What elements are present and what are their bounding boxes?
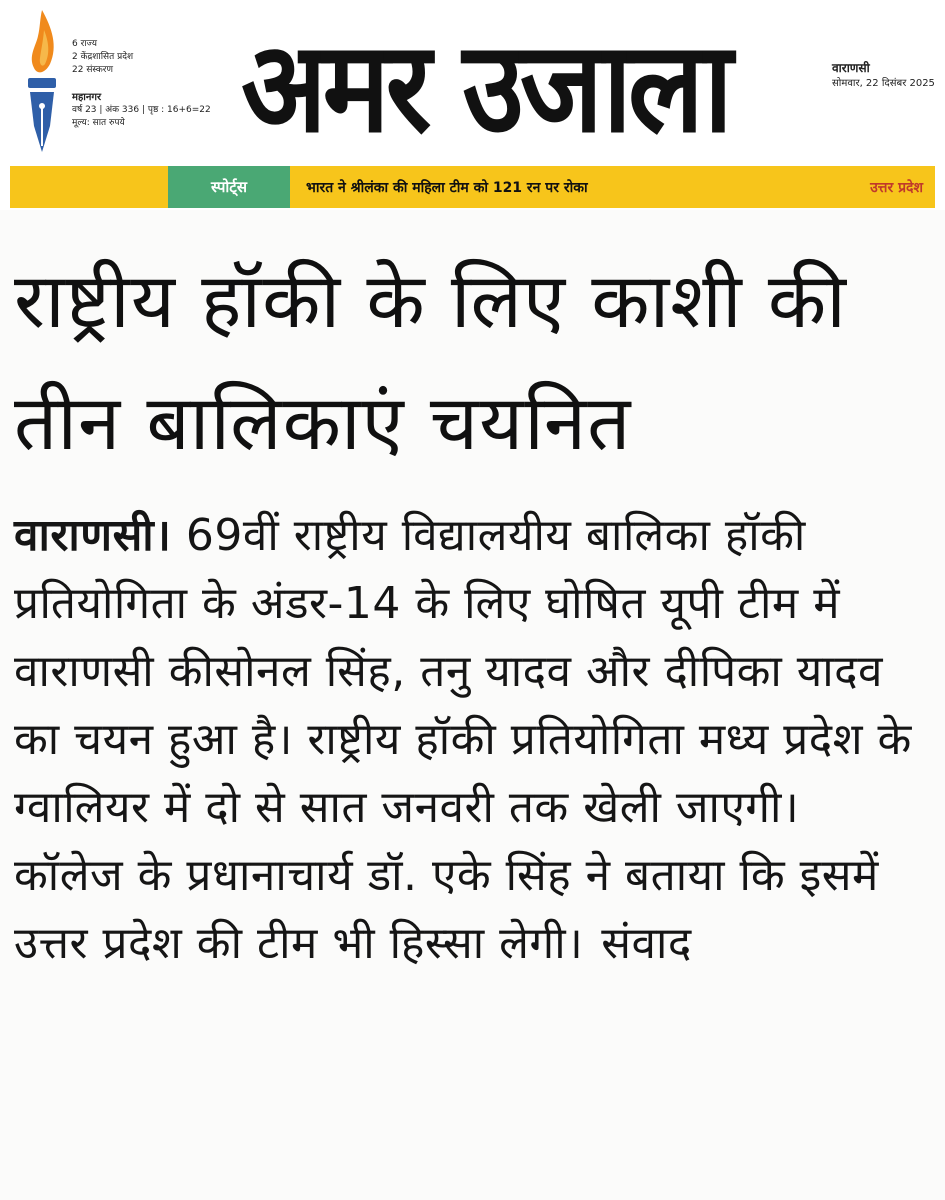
edition-place-date [832,60,935,92]
edition-line: 2 केंद्रशासित प्रदेश [72,52,134,62]
edition-line: 22 संस्करण [72,65,113,75]
city-label: महानगर [72,92,102,103]
edition-info [72,38,211,130]
section-region[interactable]: उत्तर प्रदेश [870,179,923,196]
issue-info: वर्ष 23 | अंक 336 | पृष्ठ : 16+6=22 [72,105,211,115]
edition-line: 6 राज्य [72,39,97,49]
section-tag-sports[interactable]: स्पोर्ट्स [168,166,290,208]
article-body [14,502,919,978]
news-article [0,210,945,1200]
section-teaser[interactable]: भारत ने श्रीलंका की महिला टीम को 121 रन पर रोका [306,179,588,196]
article-body-text: 69वीं राष्ट्रीय विद्यालयीय बालिका हॉकी प्रतियोगिता के अंडर-14 के लिए घोषित यूपी टीम में वाराणसी कीसोनल सिंह, तनु यादव और दीपिका यादव का चयन हुआ है। राष्ट्रीय हॉकी प्रतियोगिता मध्य प्रदेश के ग्वालियर में दो से सात जनवरी तक खेली जाएगी। कॉलेज के प्रधानाचार्य डॉ. एके सिंह ने बताया कि इसमें उत्तर प्रदेश की टीम भी हिस्सा लेगी। [14,510,912,969]
article-headline: राष्ट्रीय हॉकी के लिए काशी की तीन बालिकाएं चयनित [14,256,847,467]
newspaper-nameplate: अमर उजाला [241,14,729,160]
section-bar [10,166,935,208]
torch-pen-logo-icon [18,6,66,156]
article-dateline: वाराणसी। [14,510,172,561]
edition-place: वाराणसी [832,61,870,75]
article-credit: संवाद [601,918,692,969]
price-info: मूल्य: सात रुपये [72,118,125,128]
edition-date: सोमवार, 22 दिसंबर 2025 [832,78,935,89]
masthead [0,0,945,162]
